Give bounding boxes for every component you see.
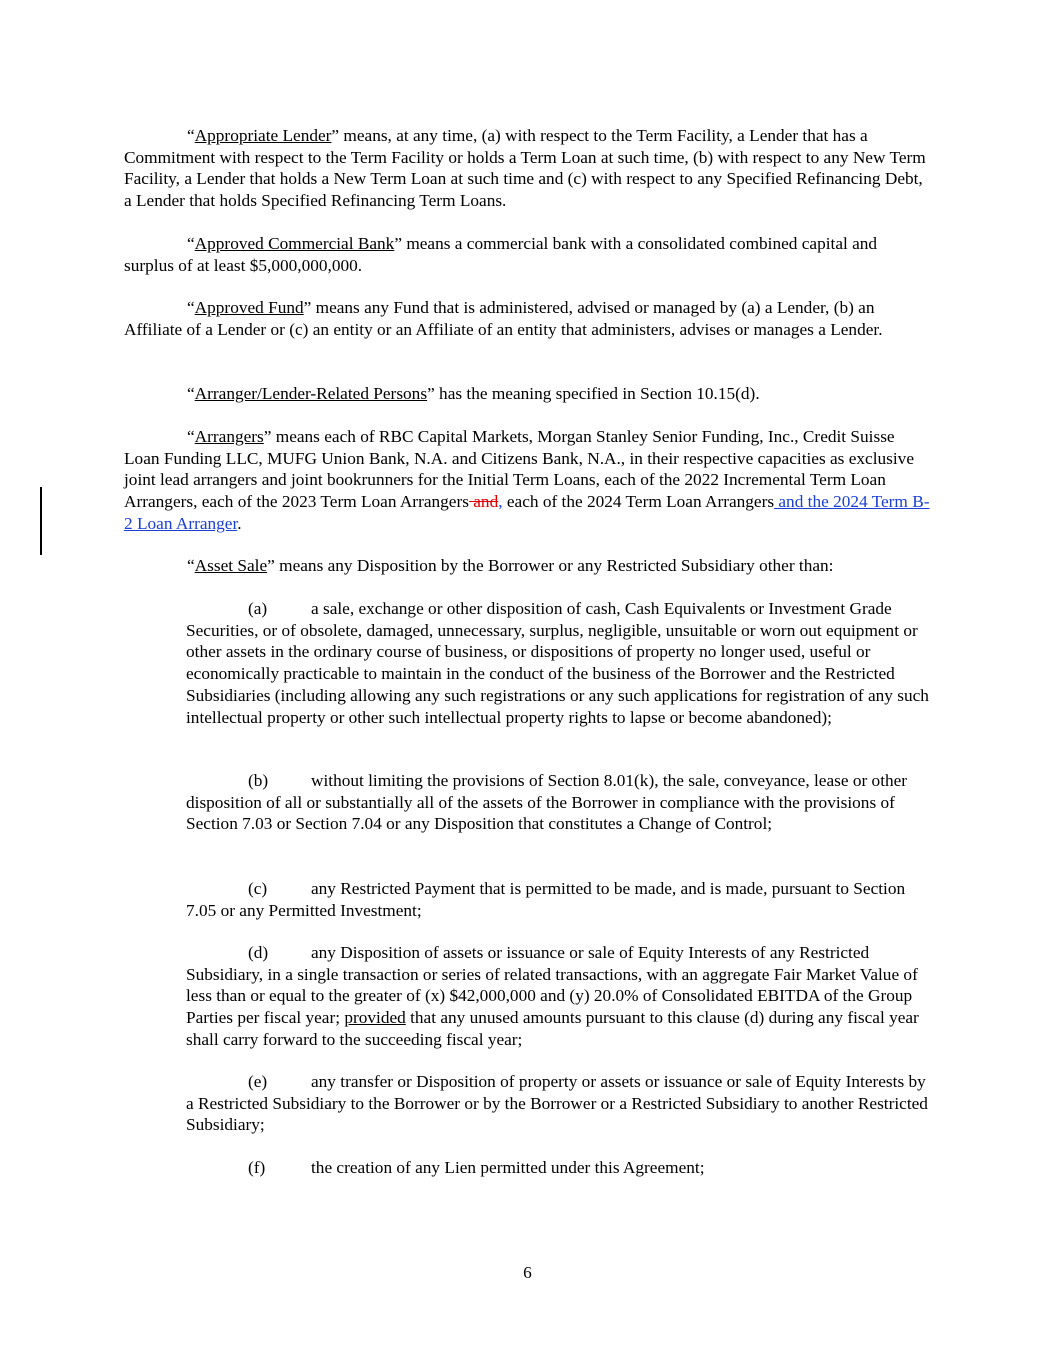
open-quote: “ [187,234,195,253]
definition-text: ” means any Fund that is administered, advised or managed by (a) a Lender, (b) an Affiliate of a Lender or (c) an entity or an Affiliate of an entity that administers, advises or manages a Lender. [124,298,883,339]
definition-asset-sale [124,555,930,577]
definition-appropriate-lender [124,125,930,212]
clause-text: the creation of any Lien permitted under this Agreement; [311,1158,705,1177]
clause-number: (e) [248,1072,268,1091]
clause-b [186,770,930,835]
page-number: 6 [523,1263,532,1282]
definition-text: ” means any Disposition by the Borrower or any Restricted Subsidiary other than: [267,556,834,575]
open-quote: “ [187,427,195,446]
clause-d [186,942,930,1051]
defined-term: Arranger/Lender-Related Persons [194,384,428,403]
defined-term: Approved Fund [194,298,304,317]
definition-text: ” means each of RBC Capital Markets, Morgan Stanley Senior Funding, Inc., Credit Suisse Loan Funding LLC, MUFG Union Bank, N.A. and Citizens Bank, N.A., in their respective capacities as exclusive joint lead arrangers and joint bookrunners for the Initial Term Loans, each of the 2022 Incremental Term Loan Arrangers, each of the 2023 Term Loan Arrangers [124,427,914,512]
defined-term: Arrangers [194,427,264,446]
definition-text: ” has the meaning specified in Section 10.15(d). [427,384,760,403]
clause-text: any transfer or Disposition of property or assets or issuance or sale of Equity Interests by a Restricted Subsidiary to the Borrower or by the Borrower or a Restricted Subsidiary to another Restricted Subsidiary; [186,1072,928,1135]
definition-arranger-lender-related-persons [124,383,930,405]
clause-c [186,878,930,921]
clause-number: (b) [248,771,269,790]
inserted-text: , [498,492,503,512]
definition-approved-fund [124,297,930,340]
deleted-text: and [468,492,499,512]
definition-text: . [237,513,242,533]
clause-f [186,1157,930,1179]
clause-text: a sale, exchange or other disposition of cash, Cash Equivalents or Investment Grade Securities, or of obsolete, damaged, unnecessary, surplus, negligible, unsuitable or worn out equipment or other assets in the ordinary course of business, or dispositions of property no longer used, useful or economically practicable to maintain in the conduct of the business of the Borrower and the Restricted Subsidiaries (including allowing any such registrations or any such applications for registration of any such intellectual property or other such intellectual property rights to lapse or become abandoned); [186,599,929,727]
definition-approved-commercial-bank [124,233,930,276]
clause-a [186,598,930,728]
clause-text: that any unused amounts pursuant to this clause (d) during any fiscal year shall carry forward to the succeeding fiscal year; [186,1008,919,1049]
defined-term: Asset Sale [194,556,268,575]
clause-number: (a) [248,599,268,618]
defined-term: Appropriate Lender [194,126,332,145]
defined-term: Approved Commercial Bank [194,234,395,253]
change-bar [40,487,42,555]
definition-arrangers [124,426,930,535]
definition-text: each of the 2024 Term Loan Arrangers [502,492,775,512]
clause-number: (f) [248,1158,266,1177]
inserted-text: and the 2024 Term B-2 Loan Arranger [124,492,930,533]
open-quote: “ [187,384,195,403]
proviso-term: provided [344,1008,406,1028]
clause-text: without limiting the provisions of Section 8.01(k), the sale, conveyance, lease or other disposition of all or substantially all of the assets of the Borrower in compliance with the provisions of Section 7.03 or Section 7.04 or any Disposition that constitutes a Change of Control; [186,771,908,834]
open-quote: “ [187,298,195,317]
clause-text: any Disposition of assets or issuance or sale of Equity Interests of any Restricted Subsidiary, in a single transaction or series of related transactions, with an aggregate Fair Market Value of less than or equal to the greater of (x) $42,000,000 and (y) 20.0% of Consolidated EBITDA of the Group Parties per fiscal year; [186,943,918,1028]
definition-text: ” means, at any time, (a) with respect to the Term Facility, a Lender that has a Commitment with respect to the Term Facility or holds a Term Loan at such time, (b) with respect to any New Term Facility, a Lender that holds a New Term Loan at such time and (c) with respect to any Specified Refinancing Debt, a Lender that holds Specified Refinancing Term Loans. [124,126,926,211]
open-quote: “ [187,556,195,575]
clause-number: (d) [248,943,269,962]
open-quote: “ [187,126,195,145]
definition-text: ” means a commercial bank with a consolidated combined capital and surplus of at least $5,000,000,000. [124,234,878,275]
clause-text: any Restricted Payment that is permitted to be made, and is made, pursuant to Section 7.05 or any Permitted Investment; [186,879,906,920]
clause-number: (c) [248,879,268,898]
clause-e [186,1071,930,1136]
